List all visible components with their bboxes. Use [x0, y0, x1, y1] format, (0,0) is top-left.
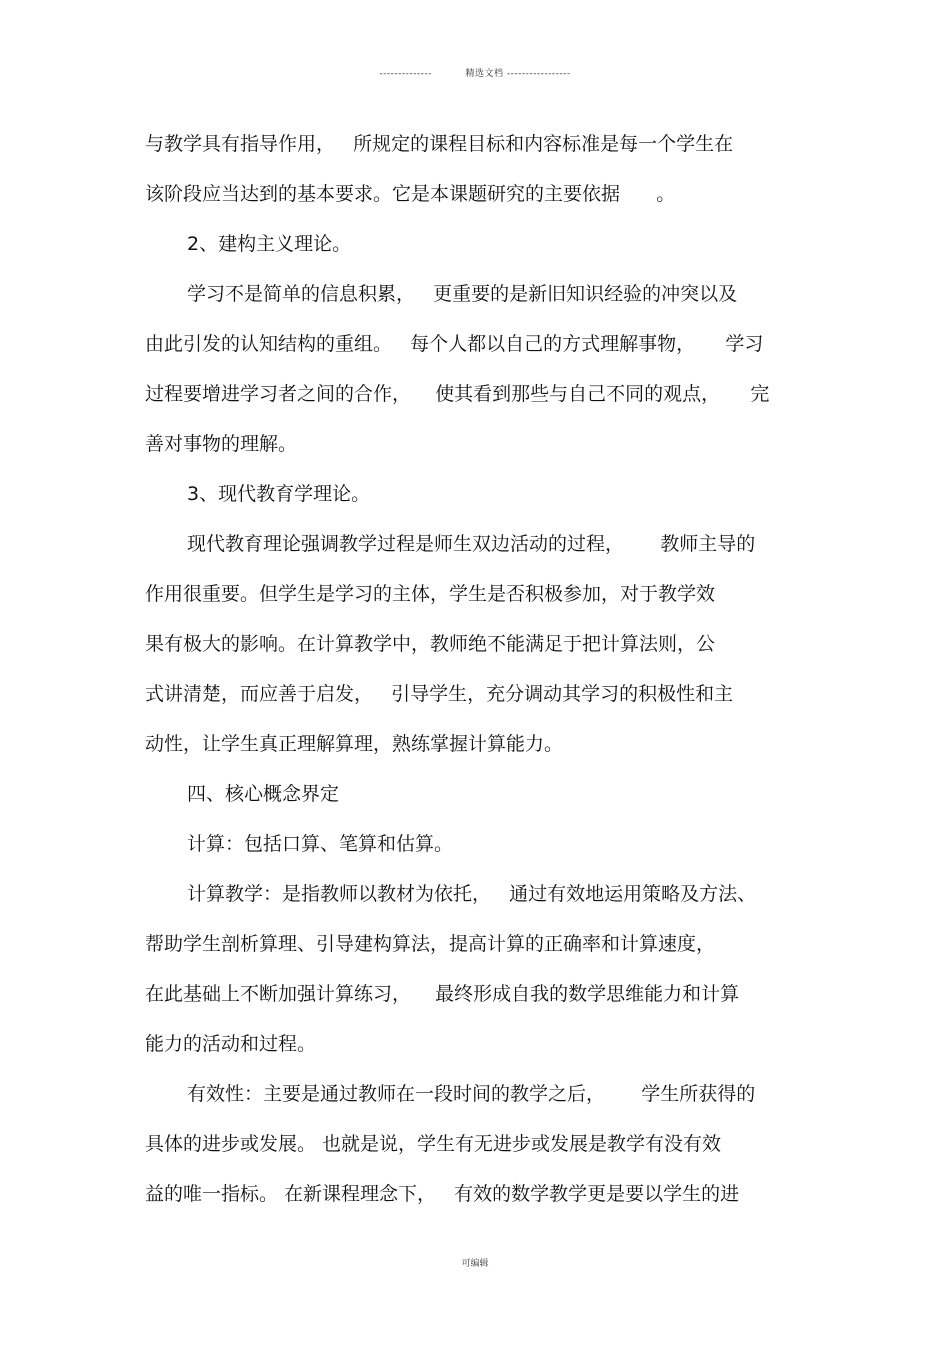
text-line: 计算教学：是指教师以教材为依托， 通过有效地运用策略及方法、 [187, 883, 757, 905]
text-line: 能力的活动和过程。 [145, 1033, 317, 1055]
text-line: 益的唯一指标。 在新课程理念下， 有效的数学教学更是要以学生的进 [145, 1183, 740, 1205]
section-heading: 2、建构主义理论。 [187, 233, 352, 255]
page-footer: 可编辑 [461, 1259, 489, 1269]
text-line: 善对事物的理解。 [145, 433, 298, 455]
text-line: 学习不是简单的信息积累， 更重要的是新旧知识经验的冲突以及 [187, 283, 738, 305]
section-heading: 四、核心概念界定 [187, 783, 340, 805]
text-line: 由此引发的认知结构的重组。 每个人都以自己的方式理解事物， 学习 [145, 333, 764, 355]
text-line: 有效性：主要是通过教师在一段时间的教学之后， 学生所获得的 [187, 1083, 756, 1105]
text-line: 过程要增进学习者之间的合作， 使其看到那些与自己不同的观点， 完 [145, 383, 770, 405]
text-line: 现代教育理论强调教学过程是师生双边活动的过程， 教师主导的 [187, 533, 756, 555]
text-line: 作用很重要。但学生是学习的主体，学生是否积极参加，对于教学效 [145, 583, 716, 605]
text-line: 该阶段应当达到的基本要求。它是本课题研究的主要依据 。 [145, 183, 676, 205]
text-line: 与教学具有指导作用， 所规定的课程目标和内容标准是每一个学生在 [145, 133, 734, 155]
page-header: -------------- 精选文档 ----------------- [379, 69, 571, 79]
text-line: 果有极大的影响。在计算教学中，教师绝不能满足于把计算法则，公 [145, 633, 716, 655]
text-line: 式讲清楚，而应善于启发， 引导学生，充分调动其学习的积极性和主 [145, 683, 734, 705]
text-line: 在此基础上不断加强计算练习， 最终形成自我的数学思维能力和计算 [145, 983, 740, 1005]
text-line: 计算：包括口算、笔算和估算。 [187, 833, 454, 855]
text-line: 帮助学生剖析算理、引导建构算法，提高计算的正确率和计算速度， [145, 933, 716, 955]
text-line: 具体的进步或发展。 也就是说，学生有无进步或发展是教学有没有效 [145, 1133, 722, 1155]
section-heading: 3、现代教育学理论。 [187, 483, 371, 505]
text-line: 动性，让学生真正理解算理，熟练掌握计算能力。 [145, 733, 564, 755]
